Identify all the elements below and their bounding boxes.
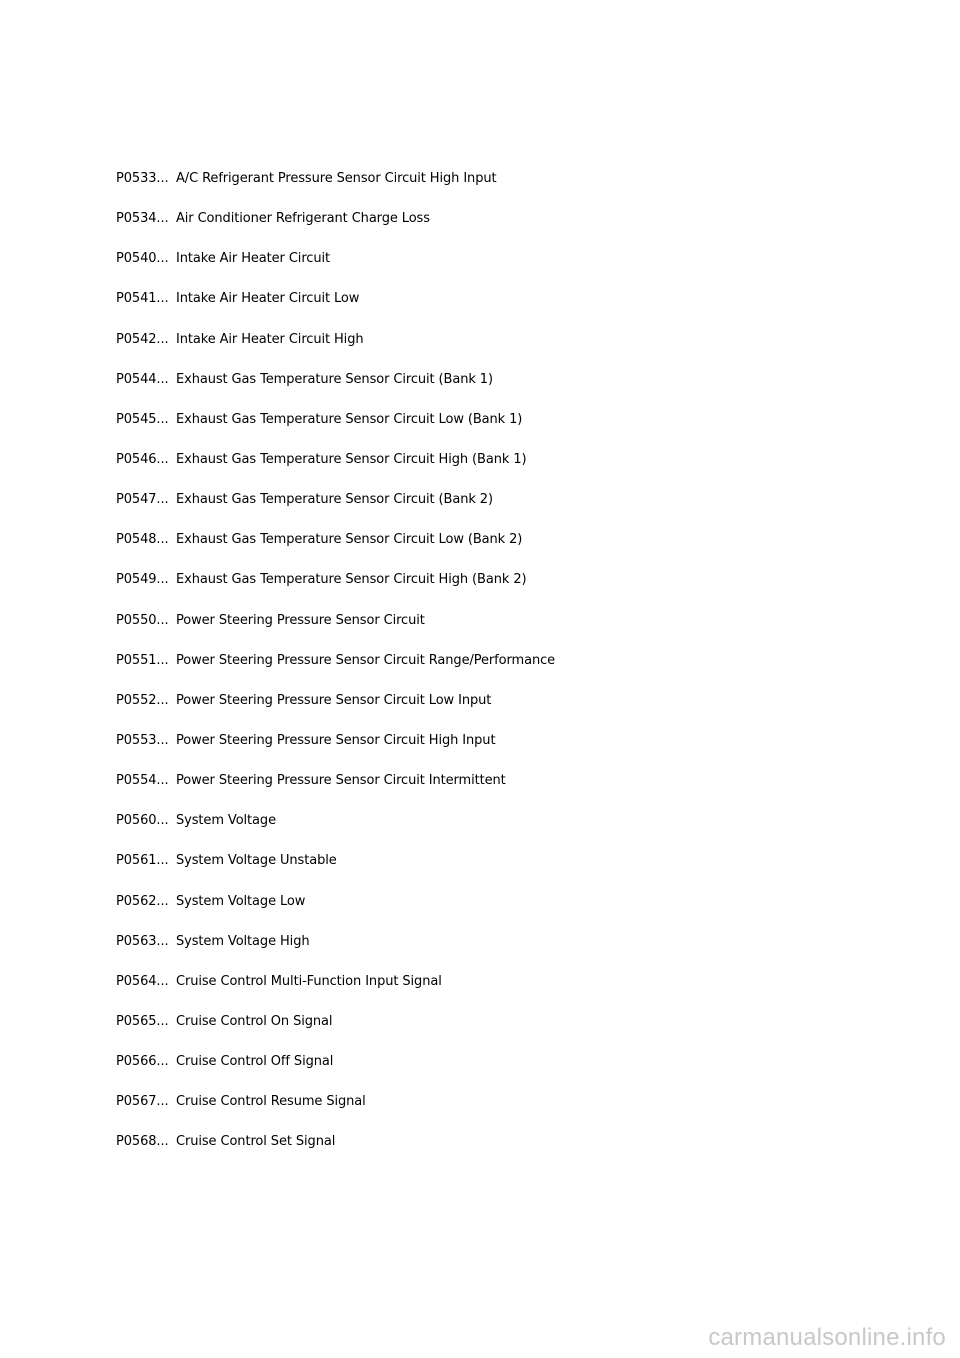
code-row: [116, 288, 555, 328]
code-row: [116, 850, 555, 890]
code-row: [116, 489, 555, 529]
dtc-description: System Voltage: [176, 813, 276, 829]
dtc-code: P0560...: [116, 813, 169, 829]
code-row: [116, 650, 555, 690]
dtc-description: System Voltage High: [176, 933, 310, 949]
code-row: [116, 891, 555, 931]
code-row: [116, 529, 555, 569]
dtc-code: P0545...: [116, 411, 169, 427]
code-row: [116, 770, 555, 810]
dtc-code: P0540...: [116, 251, 169, 267]
dtc-code: P0565...: [116, 1013, 169, 1029]
dtc-description: Air Conditioner Refrigerant Charge Loss: [176, 211, 430, 227]
dtc-description: Exhaust Gas Temperature Sensor Circuit High (Bank 2): [176, 572, 527, 588]
code-row: [116, 1011, 555, 1051]
dtc-description: Exhaust Gas Temperature Sensor Circuit (Bank 1): [176, 371, 493, 387]
dtc-code: P0547...: [116, 492, 169, 508]
code-row: [116, 690, 555, 730]
code-row: [116, 810, 555, 850]
code-row: [116, 168, 555, 208]
code-row: [116, 208, 555, 248]
dtc-code: P0542...: [116, 331, 169, 347]
dtc-description: Exhaust Gas Temperature Sensor Circuit Low (Bank 1): [176, 411, 523, 427]
dtc-code: P0561...: [116, 853, 169, 869]
dtc-code: P0564...: [116, 973, 169, 989]
code-row: [116, 610, 555, 650]
code-row: [116, 1091, 555, 1131]
dtc-description: Exhaust Gas Temperature Sensor Circuit Low (Bank 2): [176, 532, 523, 548]
dtc-description: Intake Air Heater Circuit High: [176, 331, 364, 347]
dtc-description: Exhaust Gas Temperature Sensor Circuit (Bank 2): [176, 492, 493, 508]
dtc-code: P0533...: [116, 171, 169, 186]
dtc-code: P0563...: [116, 933, 169, 949]
dtc-code: P0544...: [116, 371, 169, 387]
watermark: carmanualsonline.info: [708, 1324, 946, 1351]
code-row: [116, 1051, 555, 1091]
dtc-description: Power Steering Pressure Sensor Circuit Range/Performance: [176, 652, 556, 668]
code-row: [116, 449, 555, 489]
dtc-description: Cruise Control Resume Signal: [176, 1094, 366, 1110]
dtc-description: Cruise Control Multi-Function Input Signal: [176, 973, 442, 989]
dtc-description: Cruise Control Off Signal: [176, 1054, 334, 1070]
dtc-code: P0541...: [116, 291, 169, 307]
dtc-code: P0562...: [116, 893, 169, 909]
dtc-description: Power Steering Pressure Sensor Circuit Intermittent: [176, 773, 506, 789]
code-row: [116, 730, 555, 770]
code-row: [116, 329, 555, 369]
dtc-code-list: [116, 168, 555, 1172]
dtc-code: P0546...: [116, 451, 169, 467]
dtc-code: P0550...: [116, 612, 169, 628]
dtc-description: Cruise Control On Signal: [176, 1013, 333, 1029]
code-row: [116, 409, 555, 449]
dtc-description: Exhaust Gas Temperature Sensor Circuit High (Bank 1): [176, 451, 527, 467]
dtc-code: P0548...: [116, 532, 169, 548]
code-row: [116, 1131, 555, 1171]
dtc-code: P0568...: [116, 1134, 169, 1150]
dtc-description: Power Steering Pressure Sensor Circuit High Input: [176, 732, 496, 748]
code-row: [116, 248, 555, 288]
code-row: [116, 931, 555, 971]
code-row: [116, 369, 555, 409]
dtc-code: P0549...: [116, 572, 169, 588]
code-row: [116, 569, 555, 609]
dtc-description: A/C Refrigerant Pressure Sensor Circuit High Input: [176, 171, 497, 186]
dtc-code: P0534...: [116, 211, 169, 227]
dtc-description: Intake Air Heater Circuit Low: [176, 291, 360, 307]
dtc-description: System Voltage Unstable: [176, 853, 337, 869]
dtc-description: Cruise Control Set Signal: [176, 1134, 336, 1150]
dtc-code: P0567...: [116, 1094, 169, 1110]
dtc-code: P0551...: [116, 652, 169, 668]
dtc-description: Power Steering Pressure Sensor Circuit: [176, 612, 425, 628]
dtc-code: P0553...: [116, 732, 169, 748]
code-row: [116, 971, 555, 1011]
dtc-description: System Voltage Low: [176, 893, 306, 909]
dtc-description: Power Steering Pressure Sensor Circuit Low Input: [176, 692, 492, 708]
dtc-code: P0552...: [116, 692, 169, 708]
dtc-description: Intake Air Heater Circuit: [176, 251, 330, 267]
dtc-code: P0554...: [116, 773, 169, 789]
dtc-code: P0566...: [116, 1054, 169, 1070]
